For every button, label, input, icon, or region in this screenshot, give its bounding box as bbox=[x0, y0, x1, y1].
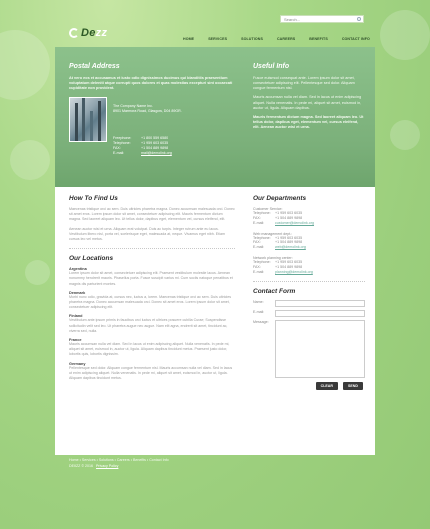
location-name: Denmark bbox=[69, 290, 86, 295]
contact-form-title: Contact Form bbox=[253, 287, 296, 295]
main-content bbox=[55, 187, 375, 455]
email-link[interactable]: planning@demolink.org bbox=[275, 269, 313, 274]
footer bbox=[69, 458, 169, 470]
locations-title: Our Locations bbox=[69, 255, 114, 263]
nav-solutions[interactable]: SOLUTIONS bbox=[241, 37, 263, 41]
clear-button[interactable]: CLEAR bbox=[316, 382, 338, 390]
freephone-value: +1 800 559 6580 bbox=[141, 136, 169, 140]
fax-label: FAX: bbox=[113, 145, 121, 150]
search-placeholder: Search... bbox=[284, 17, 301, 22]
nav-benefits[interactable]: BENEFITS bbox=[309, 37, 328, 41]
divider bbox=[69, 248, 235, 249]
header bbox=[55, 0, 375, 47]
location-text: Lorem ipsum dolor sit amet, consectetuer adipiscing elit. Praesent vestibulum molestie lacus. Aenean nonummy hendrerit mauris. Phasellus porta. Fusce suscipit varius mi. Cum sociis natoque penatibus et magnis dis parturient montes. bbox=[69, 271, 233, 286]
footer-links[interactable]: Home • Services • Solutions • Careers • Benefits • Contact Info bbox=[69, 458, 169, 462]
send-button[interactable]: SEND bbox=[343, 382, 363, 390]
tel-value: +1 959 603 6035 bbox=[275, 211, 303, 215]
nav-home[interactable]: HOME bbox=[183, 37, 195, 41]
message-label: Message: bbox=[253, 319, 269, 324]
fax-label: FAX: bbox=[253, 264, 261, 269]
company-address: 8901 Marmora Road, Glasgow, D04 89GR. bbox=[113, 108, 182, 113]
email-link[interactable]: web@demolink.org bbox=[275, 245, 306, 250]
howto-title: How To Find Us bbox=[69, 195, 118, 202]
location-text: Morbi nunc odio, gravida at, cursus nec, luctus a, lorem. Maecenas tristique orci ac sem. Duis ultricies pharetra magna. Donec accumsan malesuada orci. Donec sit amet eros. Lorem ipsum dolor sit amet, consectetuer adipiscing elit. bbox=[69, 294, 231, 310]
fax-value: +1 504 889 9898 bbox=[275, 240, 303, 245]
useful-p1: Fusce euismod consequat ante. Lorem ipsum dolor sit amet, consectetuer adipiscing elit. Pellentesque sed dolor. Aliquam congue fermentum nisl. bbox=[253, 76, 355, 91]
copyright: DEIIZZ © 2016 bbox=[69, 463, 94, 468]
message-field[interactable] bbox=[275, 320, 365, 378]
tel-value: +1 959 603 6035 bbox=[275, 235, 303, 240]
fax-value: +1 504 889 9898 bbox=[141, 145, 169, 150]
email-link[interactable]: mail@demolink.org bbox=[141, 150, 172, 155]
email-label: E-mail: bbox=[253, 245, 265, 250]
tel-label: Telephone: bbox=[253, 235, 271, 240]
location-name: Finland bbox=[69, 314, 83, 319]
howto-p1: Maecenas tristique orci ac sem. Duis ultricies pharetra magna. Donec accumsan malesuada orci. Donec sit amet eros. Lorem ipsum dolor sit amet, consectetuer adipiscing elit. Mauris fermentum dictum magna. Sed laoreet aliquam leo. Ut tellus dolor, dapibus eget, elementum vel, cursus eleifend, elit. bbox=[69, 207, 235, 222]
location-name: Argentina bbox=[69, 267, 87, 272]
nav-services[interactable]: SERVICES bbox=[208, 37, 228, 41]
tel-value: +1 959 603 6035 bbox=[275, 260, 303, 265]
department-name: Customer Service: bbox=[253, 207, 283, 211]
fax-label: FAX: bbox=[253, 215, 261, 220]
logo-prefix: De bbox=[81, 27, 96, 39]
postal-title: Postal Address bbox=[69, 63, 120, 70]
useful-p2: Mauris accumsan nulla vel diam. Sed in lacus ut enim adipiscing aliquet. Nulla venenatis. In pede mi, aliquet sit amet, euismod in, auctor ut, ligula. Aliquam dapibus. bbox=[253, 95, 362, 110]
useful-p3: Mauris fermentum dictum magna. Sed laoreet aliquam leo. Ut tellus dolor, dapibus eget, elementum vel, cursus eleifend, elit. Aenean auctor wisi et urna. bbox=[253, 114, 364, 129]
feature-panel bbox=[55, 47, 375, 187]
nav-contact-info[interactable]: CONTACT INFO bbox=[341, 37, 370, 41]
search-icon[interactable] bbox=[357, 17, 361, 21]
fax-value: +1 504 889 9898 bbox=[275, 264, 303, 269]
search-input[interactable] bbox=[280, 15, 364, 23]
tel-label: Telephone: bbox=[253, 260, 271, 265]
nav-careers[interactable]: CAREERS bbox=[276, 37, 296, 41]
departments-title: Our Departments bbox=[253, 195, 307, 202]
location-text: Vestibulum ante ipsum primis in faucibus orci luctus et ultrices posuere cubilia Curae; Suspendisse sollicitudin velit sed leo. Ut pharetra augue nec augue. Nam elit agna, endrerit sit amet, tincidunt ac, viverra sed, nulla. bbox=[69, 318, 228, 333]
email-field[interactable] bbox=[275, 310, 365, 317]
location-text: Pellentesque sed dolor. Aliquam congue fermentum nisl. Mauris accumsan nulla vel diam. Sed in lacus ut enim adipiscing aliquet. Nulla venenatis. In pede mi, aliquet sit amet, euismod in, auctor ut, ligula. Aliquam dapibus tincidunt metus. bbox=[69, 365, 233, 381]
main-nav bbox=[183, 37, 370, 41]
email-label: E-mail: bbox=[253, 309, 265, 314]
location-name: France bbox=[69, 338, 82, 343]
department-name: Network planning center: bbox=[253, 256, 293, 261]
logo[interactable] bbox=[69, 27, 107, 39]
telephone-value: +1 959 603 6035 bbox=[141, 140, 169, 145]
tel-label: Telephone: bbox=[253, 211, 271, 215]
howto-p2: Aenean auctor wisi et urna. Aliquam erat volutpat. Duis ac turpis. Integer rutrum ante eu lacus. Vestibulum libero nisl, porta vel, scelerisque eget, malesuada at, neque. Vivamus eget nibh. Etiam cursus leo vel metus. bbox=[69, 226, 225, 242]
freephone-label: Freephone: bbox=[113, 136, 132, 140]
email-label: E-mail: bbox=[113, 150, 125, 155]
fax-label: FAX: bbox=[253, 240, 261, 245]
name-field[interactable] bbox=[275, 300, 365, 307]
department-block bbox=[253, 207, 365, 226]
divider bbox=[253, 281, 365, 282]
email-label: E-mail: bbox=[253, 220, 265, 225]
department-name: Web management dept.: bbox=[253, 231, 293, 236]
department-block bbox=[253, 256, 365, 275]
postal-intro: At vero eos et accusamus et iusto odio dignissimos ducimus qui blanditiis praesentium voluptatum deleniti atque corrupti quos dolores et quas molestias excepturi sint occaecati cupiditate non provident. bbox=[69, 76, 233, 91]
logo-suffix: zz bbox=[95, 27, 108, 39]
telephone-label: Telephone: bbox=[113, 140, 131, 145]
department-block bbox=[253, 232, 365, 251]
useful-title: Useful Info bbox=[253, 63, 290, 70]
email-label: E-mail: bbox=[253, 269, 265, 274]
email-link[interactable]: customer@demolink.org bbox=[275, 220, 315, 225]
fax-value: +1 504 889 9898 bbox=[275, 215, 303, 220]
privacy-link[interactable]: Privacy Policy bbox=[96, 463, 119, 468]
building-photo bbox=[69, 97, 107, 142]
location-text: Mauris accumsan nulla vel diam. Sed in lacus ut enim adipiscing aliquet. Nulla venenatis. In pede mi, aliquet sit amet, euismod in, auctor ut, ligula. Aliquam dapibus tincidunt metus. Praesent justo dolor, lobortis quis, lobortis dignissim. bbox=[69, 342, 230, 357]
contact-rows bbox=[113, 136, 172, 155]
location-name: Germany bbox=[69, 361, 86, 366]
company-name: The Company Name Inc. bbox=[113, 104, 153, 108]
name-label: Name: bbox=[253, 299, 264, 304]
logo-icon bbox=[69, 28, 79, 38]
